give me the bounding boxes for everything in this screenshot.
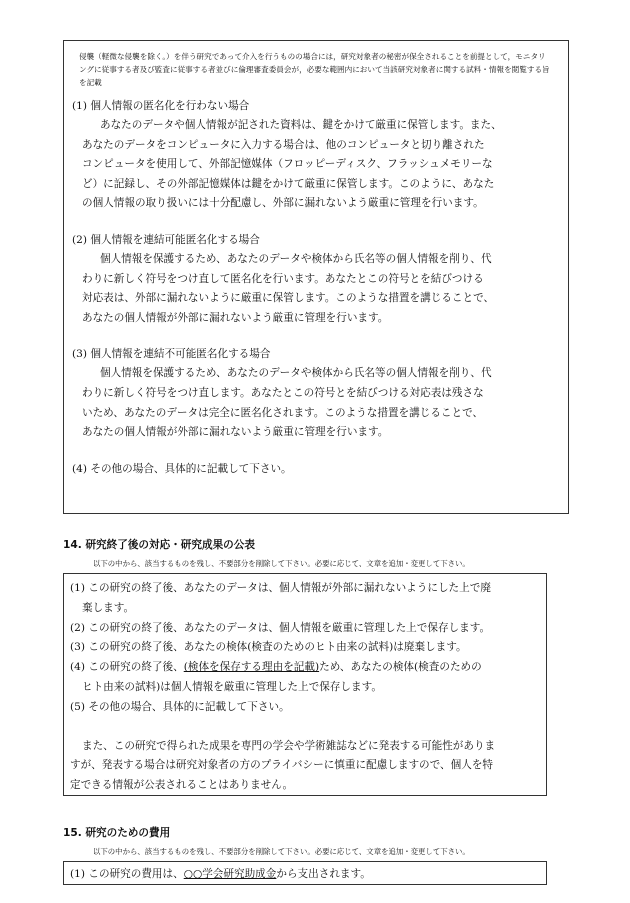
privacy-section [72, 97, 568, 214]
privacy-line: の個人情報の取り扱いには十分配慮し、外部に漏れないよう厳重に管理を行います。 [82, 197, 484, 210]
privacy-section-title: (4) その他の場合、具体的に記載して下さい。 [72, 462, 292, 475]
section14-instruction: 以下の中から、該当するものを残し、不要部分を削除して下さい。必要に応じて、文章を追加・変更して下さい。 [93, 559, 470, 568]
privacy-line: ど）に記録し、その外部記憶媒体は鍵をかけて厳重に保管します。このように、あなた [82, 177, 495, 190]
privacy-section-title: (3) 個人情報を連結不可能匿名化する場合 [72, 348, 271, 361]
publish-line-3: 定できる情報が公表されることはありません。 [70, 779, 294, 792]
privacy-line: いため、あなたのデータは完全に匿名化されます。このような措置を講じることで、 [82, 406, 484, 419]
privacy-line: あなたのデータをコンピュータに入力する場合は、他のコンピュータと切り離された [82, 138, 485, 151]
privacy-section [72, 345, 568, 442]
section14-heading: 14. 研究終了後の対応・研究成果の公表 [63, 539, 255, 551]
item3-line: (3) この研究の終了後、あなたの検体(検査のためのヒト由来の試料)は廃棄します。 [70, 641, 467, 654]
item5-line: (5) その他の場合、具体的に記載して下さい。 [70, 700, 290, 713]
funding-pre: (1) この研究の費用は、 [70, 868, 184, 880]
privacy-line: 個人情報を保護するため、あなたのデータや検体から氏名等の個人情報を削り、代 [100, 367, 492, 380]
funding-placeholder: ○○学会研究助成金 [183, 868, 277, 880]
item4-post: ため、あなたの検体(検査のための [319, 661, 482, 674]
item4-pre: (4) この研究の終了後、 [70, 661, 184, 674]
section14-box [63, 573, 547, 796]
privacy-sections [64, 97, 568, 479]
item1-line-b: 棄します。 [82, 601, 135, 614]
funding-post: から支出されます。 [276, 868, 371, 880]
privacy-line: コンピュータを使用して、外部記憶媒体（フロッピーディスク、フラッシュメモリーな [82, 158, 493, 171]
privacy-section-title: (2) 個人情報を連結可能匿名化する場合 [72, 233, 260, 246]
privacy-line: あなたの個人情報が外部に漏れないよう厳重に管理を行います。 [82, 426, 389, 439]
top-note: 侵襲（軽微な侵襲を除く。）を伴う研究であって介入を行うものの場合には，研究対象者の秘密が保全されることを前提として，モニタリングに従事する者及び監査に従事する者並びに倫理審査委員会が，必要な範囲内において当該研究対象者に関する試料・情報を閲覧する旨を記載 [79, 52, 550, 87]
item2-line: (2) この研究の終了後、あなたのデータは、個人情報を厳重に管理した上で保存します。 [70, 621, 491, 634]
item1-line-a: (1) この研究の終了後、あなたのデータは、個人情報が外部に漏れないようにした上で廃 [70, 582, 491, 594]
section15-box [63, 861, 547, 885]
section15-heading: 15. 研究のための費用 [63, 827, 171, 839]
privacy-line: 個人情報を保護するため、あなたのデータや検体から氏名等の個人情報を削り、代 [100, 252, 492, 265]
privacy-section-title: (1) 個人情報の匿名化を行わない場合 [72, 100, 250, 112]
privacy-line: 対応表は、外部に漏れないように厳重に保管します。このような措置を講じることで、 [82, 292, 495, 305]
funding-line [70, 865, 546, 885]
item4-placeholder: (検体を保存する理由を記載) [183, 661, 320, 674]
privacy-line: わりに新しく符号をつけ直して匿名化を行います。あなたとこの符号とを結びつける [82, 272, 484, 285]
privacy-line: わりに新しく符号をつけ直します。あなたとこの符号とを結びつける対応表は残さな [82, 386, 484, 399]
publish-line-2: すが、発表する場合は研究対象者の方のプライバシーに慎重に配慮しますので、個人を特 [70, 759, 494, 772]
privacy-section [72, 460, 568, 479]
privacy-line: あなたの個人情報が外部に漏れないよう厳重に管理を行います。 [82, 311, 389, 324]
publish-line-1: また、この研究で得られた成果を専門の学会や学術雑誌などに発表する可能性がありま [82, 739, 496, 752]
item4-line-a [70, 658, 546, 678]
privacy-box [63, 40, 569, 514]
privacy-section [72, 231, 568, 328]
section15-instruction: 以下の中から、該当するものを残し、不要部分を削除して下さい。必要に応じて、文章を追加・変更して下さい。 [93, 847, 470, 856]
item4-line-b: ヒト由来の試料)は個人情報を厳重に管理した上で保存します。 [82, 680, 382, 693]
privacy-line: あなたのデータや個人情報が記された資料は、鍵をかけて厳重に保管します。また、 [100, 119, 502, 131]
